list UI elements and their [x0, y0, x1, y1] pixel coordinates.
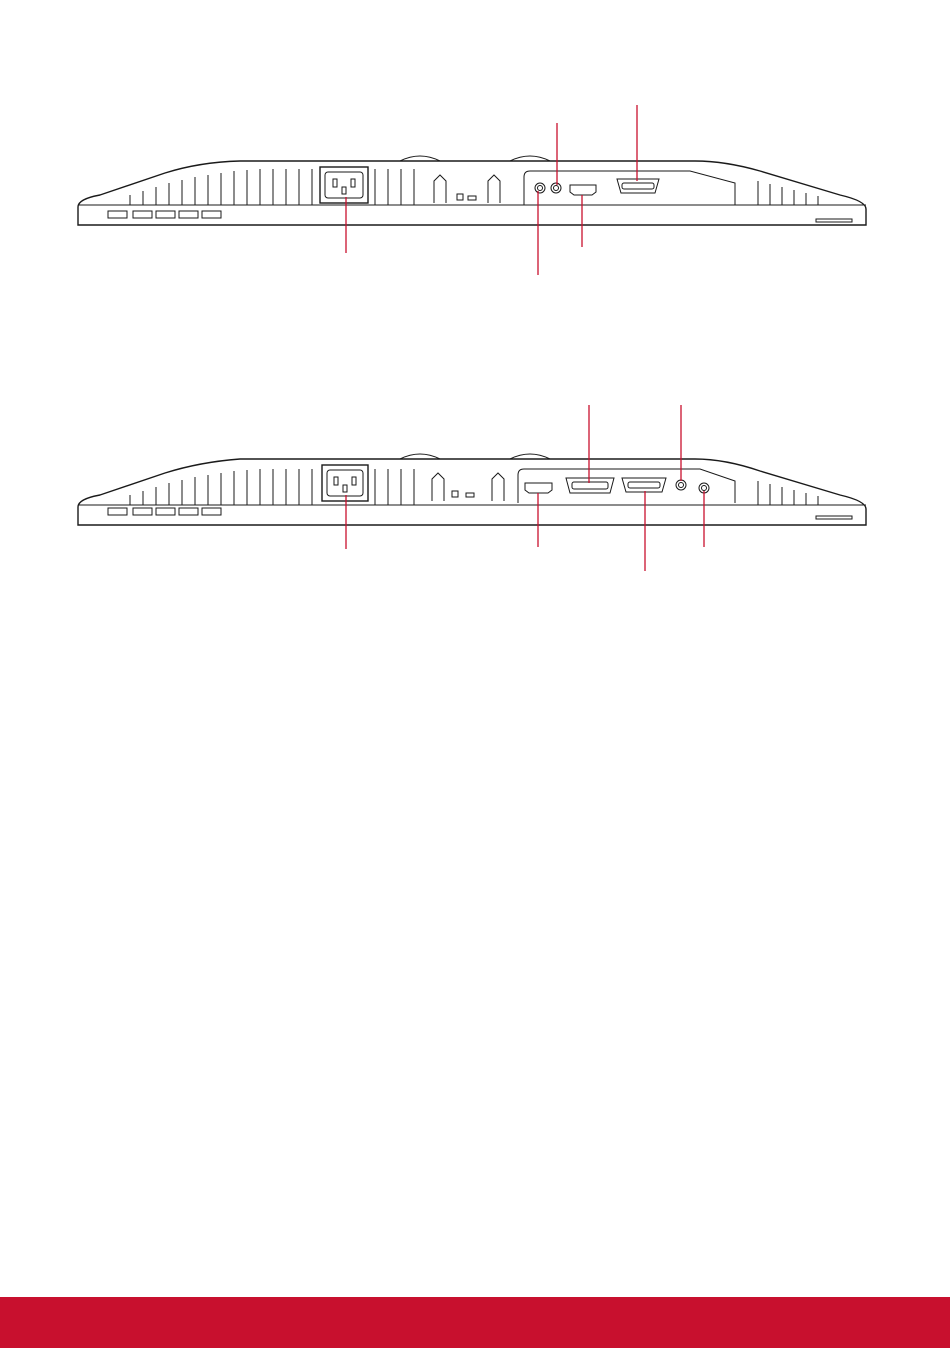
- power-socket: [320, 167, 368, 203]
- audio-out-jack: [676, 480, 686, 490]
- io-panel: [524, 171, 735, 205]
- chassis-outline: [78, 161, 866, 225]
- hdmi-port: [525, 483, 552, 493]
- callout-lines: [346, 105, 637, 275]
- monitor-bottom-view-2-drawing: [0, 395, 950, 575]
- control-buttons: [108, 211, 221, 218]
- control-buttons: [108, 508, 221, 515]
- hdmi-port: [570, 185, 596, 195]
- dvi-port: [566, 478, 614, 493]
- vent-slots-right: [758, 481, 818, 505]
- io-panel: [518, 469, 735, 503]
- vent-slots-left: [130, 469, 414, 505]
- audio-out-jack: [551, 183, 561, 193]
- monitor-bottom-view-2: [0, 395, 950, 575]
- monitor-bottom-view-1: [0, 95, 950, 285]
- vent-slots-right: [758, 181, 818, 205]
- power-socket: [322, 465, 368, 501]
- monitor-bottom-view-1-drawing: [0, 95, 950, 285]
- audio-in-jack: [535, 183, 545, 193]
- footer-accent-bar: [0, 1297, 950, 1348]
- vga-port: [622, 478, 666, 492]
- vga-port: [617, 179, 659, 193]
- vent-slots-left: [130, 169, 414, 205]
